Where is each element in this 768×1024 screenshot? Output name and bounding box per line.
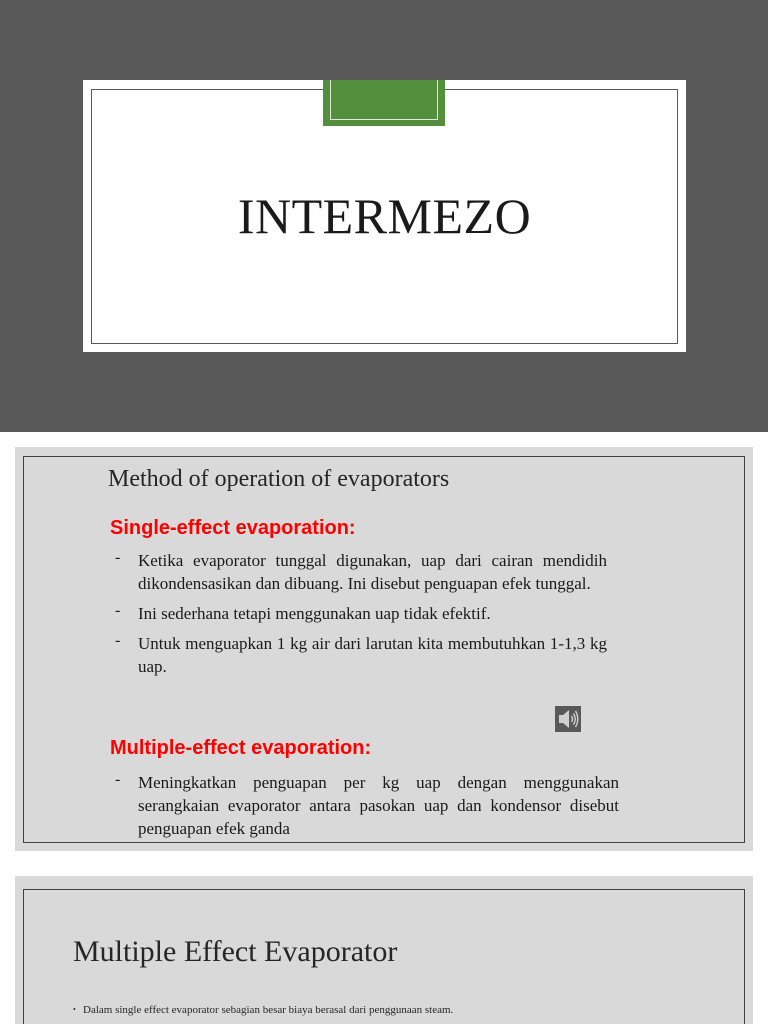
- list-item: [109, 549, 607, 595]
- accent-tab: [323, 80, 445, 126]
- list-item-text: Ini sederhana tetapi menggunakan uap tidak efektif.: [138, 604, 491, 623]
- slide-2: [15, 447, 753, 851]
- list-item: [109, 771, 619, 840]
- bullet-list-multiple-effect: [109, 771, 619, 840]
- bullet-marker: •: [73, 1005, 76, 1014]
- list-item: [109, 602, 607, 625]
- slide-1: [0, 0, 768, 432]
- slide-3: [15, 876, 753, 1024]
- list-item: [73, 1003, 453, 1017]
- list-item-text: Ketika evaporator tunggal digunakan, uap dari cairan mendidih dikondensasikan dan dibuang. Ini disebut penguapan efek tunggal.: [138, 551, 607, 593]
- bullet-marker: -: [115, 771, 121, 788]
- slide-heading: Multiple Effect Evaporator: [73, 935, 398, 968]
- accent-tab-outline: [330, 80, 438, 120]
- list-item-text: Dalam single effect evaporator sebagian besar biaya berasal dari penggunaan steam.: [83, 1004, 454, 1016]
- speaker-icon[interactable]: [555, 706, 581, 732]
- section-title-single-effect: Single-effect evaporation:: [110, 517, 356, 539]
- bullet-list-single-effect: [109, 549, 607, 685]
- bullet-marker: -: [115, 632, 121, 649]
- list-item-text: Meningkatkan penguapan per kg uap dengan menggunakan serangkaian evaporator antara pasokan uap dan kondensor disebut penguapan efek ganda: [138, 773, 619, 838]
- list-item: [109, 632, 607, 678]
- list-item-text: Untuk menguapkan 1 kg air dari larutan kita membutuhkan 1-1,3 kg uap.: [138, 634, 607, 676]
- section-title-multiple-effect: Multiple-effect evaporation:: [110, 737, 372, 759]
- bullet-marker: -: [115, 602, 121, 619]
- slide-title: INTERMEZO: [237, 188, 532, 244]
- bullet-marker: -: [115, 549, 121, 566]
- slide-heading: Method of operation of evaporators: [108, 466, 450, 492]
